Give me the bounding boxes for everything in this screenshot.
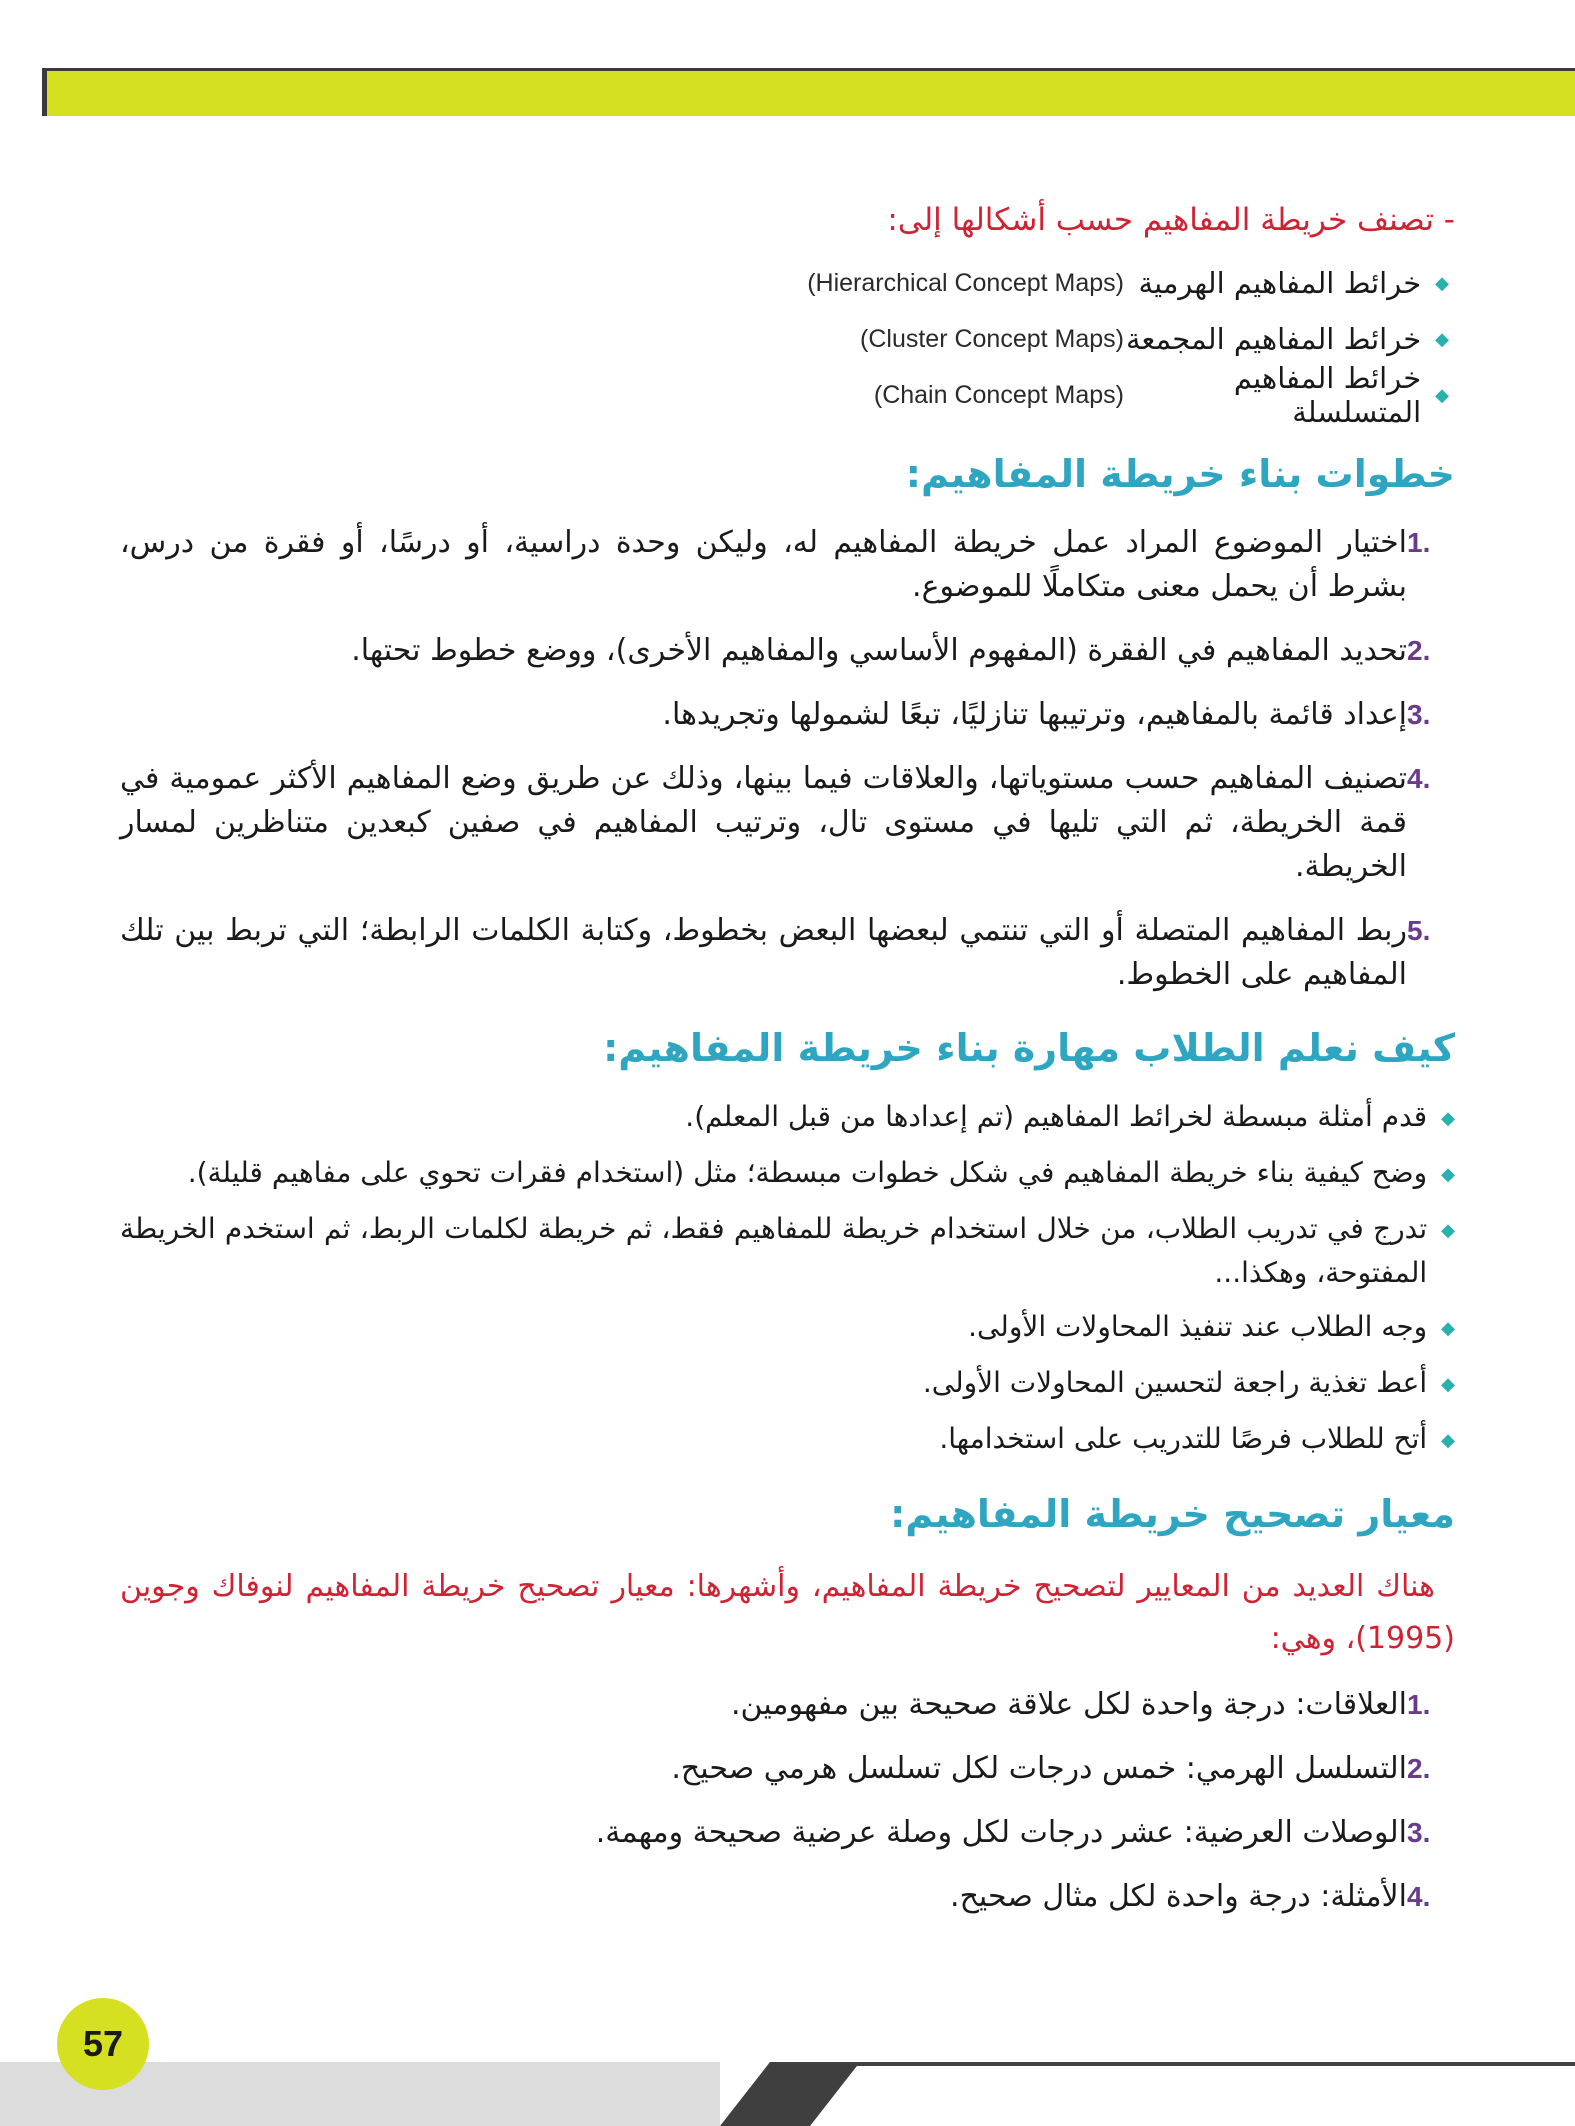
bullet-icon: ◆ xyxy=(1441,1164,1455,1185)
list-item xyxy=(120,361,1449,429)
footer-slant-accent xyxy=(720,2062,860,2126)
teaching-text: وضح كيفية بناء خريطة المفاهيم في شكل خطوات مبسطة؛ مثل (استخدام فقرات تحوي على مفاهيم قليلة). xyxy=(187,1156,1428,1189)
step-text: ربط المفاهيم المتصلة أو التي تنتمي لبعضها البعض بخطوط، وكتابة الكلمات الرابطة؛ التي تربط بين تلك المفاهيم على الخطوط. xyxy=(120,913,1407,992)
criterion-number: 3. xyxy=(1407,1817,1431,1848)
criteria-heading: معيار تصحيح خريطة المفاهيم: xyxy=(890,1492,1455,1536)
step-text: تحديد المفاهيم في الفقرة (المفهوم الأساسي والمفاهيم الأخرى)، ووضع خطوط تحتها. xyxy=(351,633,1407,668)
teaching-text: أعط تغذية راجعة لتحسين المحاولات الأولى. xyxy=(922,1366,1428,1399)
teaching-text: وجه الطلاب عند تنفيذ المحاولات الأولى. xyxy=(968,1310,1428,1343)
bullet-icon: ◆ xyxy=(1435,384,1449,406)
step-number: 4. xyxy=(1407,763,1431,794)
type-english: (Hierarchical Concept Maps) xyxy=(807,268,1124,297)
list-item xyxy=(120,909,1455,997)
step-text: اختيار الموضوع المراد عمل خريطة المفاهيم له، وليكن وحدة دراسية، أو درسًا، أو فقرة من درس، بشرط أن يحمل معنى متكاملًا للموضوع. xyxy=(120,525,1407,604)
list-item xyxy=(120,1875,1455,1919)
type-english: (Cluster Concept Maps) xyxy=(860,324,1124,353)
list-item xyxy=(120,1811,1455,1855)
list-item xyxy=(120,1417,1455,1463)
footer-rule xyxy=(780,2062,1575,2066)
criterion-text: التسلسل الهرمي: خمس درجات لكل تسلسل هرمي صحيح. xyxy=(671,1751,1407,1786)
page-content xyxy=(120,195,1455,1939)
types-list xyxy=(120,255,1449,429)
criterion-number: 4. xyxy=(1407,1881,1431,1912)
type-name: خرائط المفاهيم الهرمية xyxy=(1138,266,1422,300)
list-item xyxy=(120,311,1449,367)
bullet-icon: ◆ xyxy=(1441,1374,1455,1395)
teaching-text: تدرج في تدريب الطلاب، من خلال استخدام خريطة للمفاهيم فقط، ثم خريطة لكلمات الربط، ثم استخدم الخريطة المفتوحة، وهكذا... xyxy=(120,1212,1428,1289)
teaching-list xyxy=(120,1095,1455,1463)
list-item xyxy=(120,1151,1455,1197)
list-item xyxy=(120,1683,1455,1727)
teaching-heading: كيف نعلم الطلاب مهارة بناء خريطة المفاهيم: xyxy=(603,1026,1455,1070)
criterion-text: العلاقات: درجة واحدة لكل علاقة صحيحة بين مفهومين. xyxy=(730,1687,1407,1722)
criterion-text: الوصلات العرضية: عشر درجات لكل وصلة عرضية صحيحة ومهمة. xyxy=(595,1815,1407,1850)
list-item xyxy=(120,1207,1455,1295)
list-item xyxy=(120,757,1455,889)
type-name: خرائط المفاهيم المجمعة xyxy=(1125,322,1422,356)
steps-list xyxy=(120,521,1455,997)
criterion-number: 1. xyxy=(1407,1689,1431,1720)
criterion-text: الأمثلة: درجة واحدة لكل مثال صحيح. xyxy=(950,1879,1407,1914)
criteria-intro: هناك العديد من المعايير لتصحيح خريطة المفاهيم، وأشهرها: معيار تصحيح خريطة المفاهيم لنوفاك وجوين (1995)، وهي: xyxy=(120,1569,1455,1656)
list-item xyxy=(120,629,1455,673)
page-number: 57 xyxy=(57,1998,149,2090)
bullet-icon: ◆ xyxy=(1441,1430,1455,1451)
step-number: 3. xyxy=(1407,699,1431,730)
steps-heading: خطوات بناء خريطة المفاهيم: xyxy=(905,452,1455,496)
bullet-icon: ◆ xyxy=(1441,1220,1455,1241)
list-item xyxy=(120,1747,1455,1791)
type-english: (Chain Concept Maps) xyxy=(873,380,1124,409)
list-item xyxy=(120,693,1455,737)
step-text: إعداد قائمة بالمفاهيم، وترتيبها تنازليًا، تبعًا لشمولها وتجريدها. xyxy=(662,697,1407,732)
step-text: تصنيف المفاهيم حسب مستوياتها، والعلاقات فيما بينها، وذلك عن طريق وضع المفاهيم الأكثر عمومية في قمة الخريطة، ثم التي تليها في مستوى تال، وترتيب المفاهيم في صفين كبعدين متناظرين لمسار الخريطة. xyxy=(120,761,1407,884)
bullet-icon: ◆ xyxy=(1441,1108,1455,1129)
teaching-text: أتح للطلاب فرصًا للتدريب على استخدامها. xyxy=(939,1422,1428,1455)
type-name: خرائط المفاهيم المتسلسلة xyxy=(1233,361,1422,429)
types-intro: - تصنف خريطة المفاهيم حسب أشكالها إلى: xyxy=(887,202,1455,238)
list-item xyxy=(120,521,1455,609)
criteria-list xyxy=(120,1683,1455,1919)
list-item xyxy=(120,1361,1455,1407)
criterion-number: 2. xyxy=(1407,1753,1431,1784)
list-item xyxy=(120,1095,1455,1141)
step-number: 2. xyxy=(1407,635,1431,666)
list-item xyxy=(120,1305,1455,1351)
bullet-icon: ◆ xyxy=(1441,1318,1455,1339)
teaching-text: قدم أمثلة مبسطة لخرائط المفاهيم (تم إعدادها من قبل المعلم). xyxy=(685,1100,1428,1133)
step-number: 1. xyxy=(1407,527,1431,558)
step-number: 5. xyxy=(1407,915,1431,946)
bullet-icon: ◆ xyxy=(1435,328,1449,350)
list-item xyxy=(120,255,1449,311)
header-accent-bar xyxy=(42,68,1575,116)
bullet-icon: ◆ xyxy=(1435,272,1449,294)
